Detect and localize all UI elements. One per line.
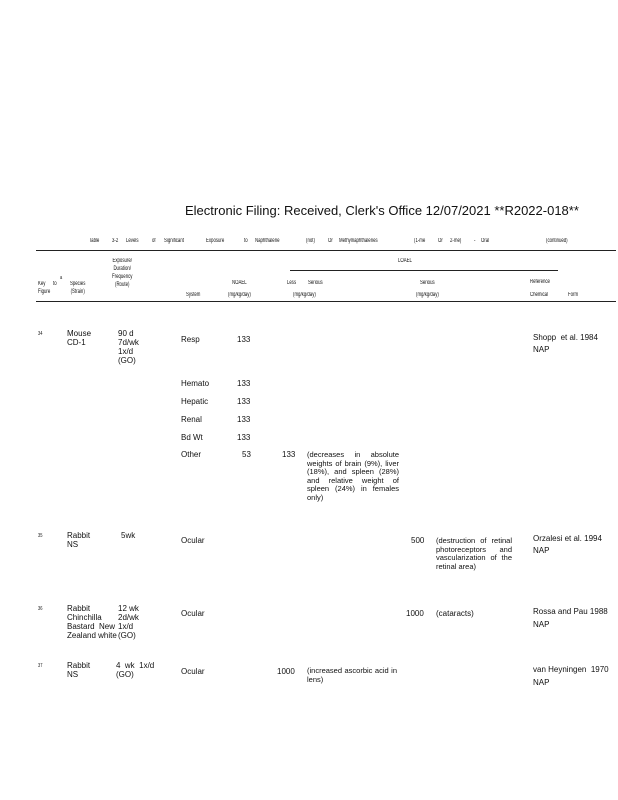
- title-part: Exposure: [206, 238, 225, 244]
- system: Ocular: [181, 536, 205, 545]
- header-rule-top: [36, 250, 616, 251]
- less-serious-effect: (increased ascorbic acid in lens): [307, 666, 397, 684]
- key-figure: 36: [38, 606, 43, 612]
- system: Ocular: [181, 667, 205, 676]
- system: Resp: [181, 335, 200, 344]
- title-part: to: [244, 238, 248, 244]
- chemical: NAP: [533, 678, 550, 687]
- exposure: 5wk: [121, 531, 136, 540]
- header-less-unit: (mg/kg/day): [293, 292, 316, 298]
- exposure: 12 wk 2d/wk 1x/d (GO): [118, 604, 139, 640]
- key-figure: 37: [38, 663, 43, 669]
- title-part: Table: [89, 238, 100, 244]
- system: Ocular: [181, 609, 205, 618]
- system: Other: [181, 450, 202, 459]
- title-part: Or: [438, 238, 443, 244]
- header-noael: NOAEL: [232, 280, 247, 286]
- system: Renal: [181, 415, 202, 424]
- species: Rabbit NS: [67, 531, 91, 549]
- serious-effect: (destruction of retinal photoreceptors and vascularization of the retinal area): [436, 536, 512, 571]
- serious-loael: 500: [411, 536, 425, 545]
- chemical: NAP: [533, 620, 550, 629]
- title-part: 2-me): [450, 238, 462, 244]
- title-part: Oral: [481, 238, 490, 244]
- exposure: 4 wk 1x/d (GO): [116, 661, 155, 679]
- header-form: Form: [568, 292, 579, 298]
- title-part: -: [474, 238, 476, 244]
- reference: van Heyningen 1970: [533, 665, 609, 674]
- header-chemical: Chemical: [530, 292, 549, 298]
- reference: Shopp et al. 1984: [533, 333, 598, 342]
- header-less-serious: Serious: [308, 280, 323, 286]
- system: Hemato: [181, 379, 210, 388]
- serious-loael: 1000: [406, 609, 424, 618]
- reference: Orzalesi et al. 1994: [533, 534, 602, 543]
- header-system: System: [186, 292, 201, 298]
- noael: 133: [237, 397, 251, 406]
- title-part: Levels: [126, 238, 139, 244]
- less-serious-effect: (decreases in absolute weights of brain (9%), liver (18%), and spleen (28%) and relative weight of spleen (24%) in females only): [307, 450, 399, 502]
- noael: 133: [237, 335, 251, 344]
- system: Hepatic: [181, 397, 209, 406]
- reference: Rossa and Pau 1988: [533, 607, 608, 616]
- header-key: Key Figure: [38, 281, 51, 295]
- noael: 133: [237, 433, 251, 442]
- system: Bd Wt: [181, 433, 203, 442]
- title-part: 3-2: [112, 238, 119, 244]
- loael-rule: [290, 270, 558, 271]
- less-serious-loael: 1000: [277, 667, 295, 676]
- header-exposure: Exposure/ Duration/ Frequency (Route): [112, 258, 133, 288]
- title-part: (1-me: [414, 238, 426, 244]
- title-part: Methylnaphthalenes: [339, 238, 378, 244]
- header-less: Less: [287, 280, 297, 286]
- header-serious-unit: (mg/kg/day): [416, 292, 439, 298]
- chemical: NAP: [533, 345, 550, 354]
- noael: 53: [242, 450, 251, 459]
- less-serious-loael: 133: [282, 450, 296, 459]
- key-figure: 35: [38, 533, 43, 539]
- title-part: Or: [328, 238, 333, 244]
- filing-banner: Electronic Filing: Received, Clerk's Office 12/07/2021 **R2022-018**: [185, 203, 579, 218]
- header-reference: Reference: [530, 279, 550, 285]
- title-part: of: [152, 238, 156, 244]
- header-noael-unit: (mg/kg/day): [228, 292, 251, 298]
- key-figure: 34: [38, 331, 43, 337]
- title-part: (not): [306, 238, 315, 244]
- noael: 133: [237, 415, 251, 424]
- species: Mouse CD-1: [67, 329, 92, 347]
- header-to: to: [53, 281, 57, 287]
- serious-effect: (cataracts): [436, 609, 474, 618]
- species: Rabbit NS: [67, 661, 91, 679]
- header-species: Species (Strain): [70, 281, 86, 295]
- header-rule-bottom: [36, 301, 616, 302]
- header-serious: Serious: [420, 280, 435, 286]
- title-part: Naphthalene: [255, 238, 280, 244]
- header-superscript-a: a: [60, 275, 63, 281]
- species: Rabbit Chinchilla Bastard New Zealand white: [67, 604, 117, 640]
- header-loael: LOAEL: [398, 258, 412, 264]
- exposure: 90 d 7d/wk 1x/d (GO): [118, 329, 139, 365]
- chemical: NAP: [533, 546, 550, 555]
- noael: 133: [237, 379, 251, 388]
- title-part: (continued): [546, 238, 568, 244]
- title-part: Significant: [164, 238, 184, 244]
